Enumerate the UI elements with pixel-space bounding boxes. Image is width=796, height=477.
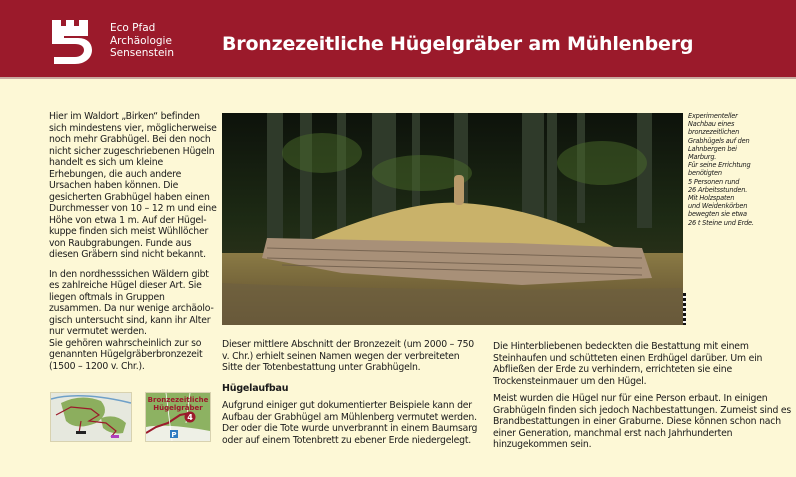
caption-line: Für seine Errichtung: [688, 161, 751, 170]
caption-line: Grabhügels auf den: [688, 136, 750, 145]
section-heading-huegelaufbau: Hügelaufbau: [222, 382, 289, 394]
photo-credit-strip: [683, 293, 686, 325]
caption-line: Experimenteller: [688, 112, 738, 120]
caption-line: Marburg.: [688, 153, 717, 162]
caption-line: bewegten sie etwa: [688, 210, 747, 219]
brand-line-2: Archäologie: [110, 34, 172, 47]
intro-text-column: [49, 111, 219, 380]
brand-line-1: Eco Pfad: [110, 22, 156, 34]
caption-line: und Weidenkörben: [688, 202, 748, 211]
detail-map-title-1: Bronzezeitliche: [147, 396, 209, 404]
brand-line-3: Sensenstein: [110, 47, 174, 59]
forest-mound-illustration: [222, 113, 683, 325]
parking-icon: P: [171, 431, 177, 439]
trail-overview-map: [50, 392, 132, 442]
header-banner: [0, 0, 796, 79]
detail-map-title-2: Hügelgräber: [153, 404, 203, 412]
overview-map-graphic: [51, 393, 131, 441]
caption-line: benötigten: [688, 169, 722, 178]
page-title: Bronzezeitliche Hügelgräber am Mühlenberg: [222, 33, 694, 55]
intro-paragraph-2: In den nordhesssichen Wäldern gibt es zahlreiche Hügel dieser Art. Sie liegen oftmals in Gruppen zusammen. Da nur wenige archäolo-gisch untersucht sind, kann ihr Alter nur vermutet werden.: [49, 268, 214, 337]
caption-line: bronzezeitlichen: [688, 128, 740, 137]
right-paragraph-1: Die Hinterbliebenen bedeckten die Bestattung mit einem Steinhaufen und schütteten einen Erdhügel darüber. Um ein Abfließen der Erde zu verhindern, errichteten sie eine Trockensteinmauer um den Hügel.: [493, 341, 763, 387]
station-number-marker: 4: [187, 413, 193, 422]
brand-name: [110, 22, 174, 60]
detail-map-graphic: [146, 393, 210, 441]
caption-line: Mit Holzspaten: [688, 194, 735, 203]
caption-line: 5 Personen rund: [688, 177, 740, 186]
intro-paragraph-3: Sie gehören wahrscheinlich zur so genannten Hügelgräberbronzezeit (1500 – 1200 v. Chr.).: [49, 337, 203, 372]
sensenstein-tower-logo-icon: [48, 18, 92, 64]
right-text-column: [493, 341, 793, 457]
caption-line: Lahnbergen bei: [688, 144, 737, 153]
intro-paragraph-1: Hier im Waldort „Birken“ befinden sich mindestens vier, möglicherweise noch mehr Grabhügel. Bei den noch nicht sicher zugeschriebenen Hügeln handelt es sich um kleine Erhebungen, die auch andere Ursachen haben können. Die gesicherten Grabhügel haben einen Durchmesser von 10 – 12 m und eine Höhe von etwa 1 m. Auf der Hügel-kuppe finden sich meist Wühllöcher von Raubgrabungen. Funde aus diesen Gräbern sind nicht bekannt.: [49, 111, 217, 260]
caption-line: Nachbau eines: [688, 120, 735, 129]
middle-text-column: [222, 339, 480, 455]
bronze-age-intro: Dieser mittlere Abschnitt der Bronzezeit (um 2000 – 750 v. Chr.) erhielt seinen Namen wegen der verbreiteten Sitte der Totenbestattung unter Grabhügeln.: [222, 339, 475, 373]
caption-line: 26 Arbeitsstunden.: [688, 185, 748, 194]
huegelaufbau-body: Aufgrund einiger gut dokumentierter Beispiele kann der Aufbau der Grabhügel am Mühlenberg vermutet werden. Der oder die Tote wurde unverbrannt in einem Baumsarg oder auf einem Totenbrett zu ebener Erde niedergelegt.: [222, 400, 478, 446]
station-detail-map: [145, 392, 211, 442]
right-paragraph-2: Meist wurden die Hügel nur für eine Person erbaut. In einigen Grabhügeln finden sich jedoch Nachbestattungen. Zumeist sind es Brandbestattungen in einer Graburne. Diese können schon nach einer Generation, manchmal erst nach Jahrhunderten hinzugekommen sein.: [493, 393, 792, 450]
caption-line: 26 t Steine und Erde.: [688, 218, 754, 227]
photo-caption: [688, 112, 788, 227]
burial-mound-photo: [222, 113, 683, 325]
